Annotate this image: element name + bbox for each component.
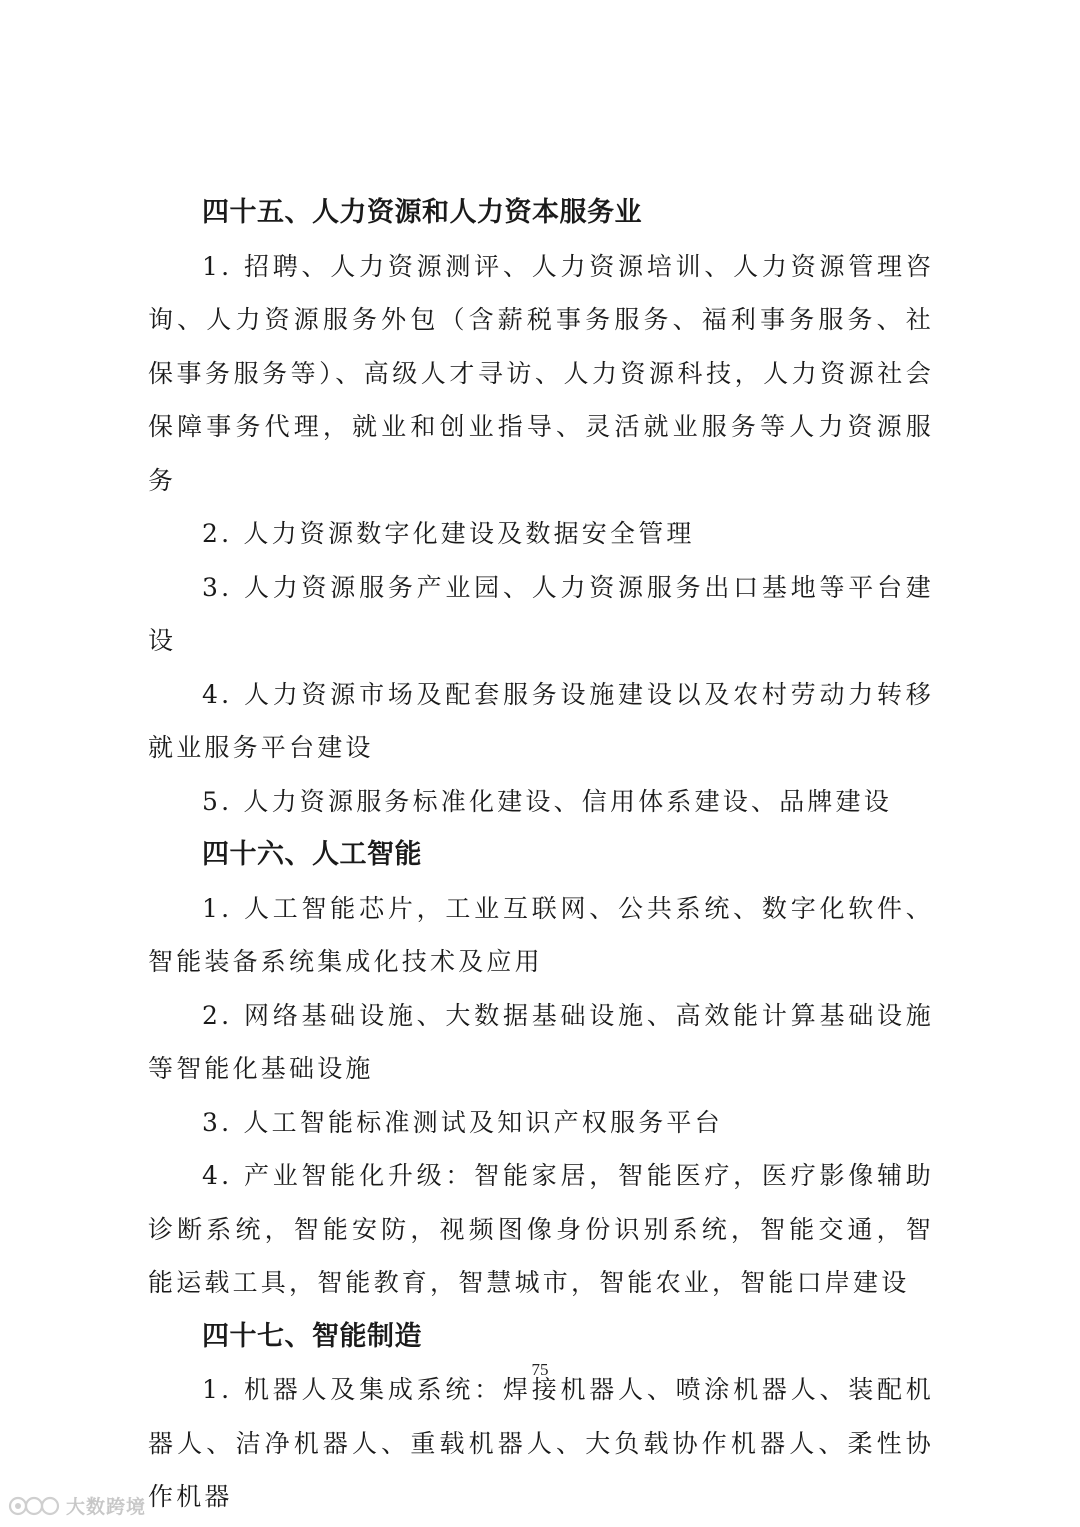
list-item: 4. 产业智能化升级：智能家居，智能医疗，医疗影像辅助诊断系统，智能安防，视频图像身份识别系统，智能交通，智能运载工具，智能教育，智慧城市，智能农业，智能口岸建设 <box>148 1161 934 1297</box>
list-item: 1. 人工智能芯片，工业互联网、公共系统、数字化软件、智能装备系统集成化技术及应用 <box>148 893 934 976</box>
document-body <box>148 186 934 1524</box>
list-item: 3. 人力资源服务产业园、人力资源服务出口基地等平台建设 <box>148 572 934 655</box>
page-number: 75 <box>531 1360 549 1379</box>
watermark <box>8 1490 146 1520</box>
list-item: 2. 人力资源数字化建设及数据安全管理 <box>202 519 695 548</box>
section-47 <box>148 1310 934 1524</box>
list-item: 4. 人力资源市场及配套服务设施建设以及农村劳动力转移就业服务平台建设 <box>148 679 934 762</box>
list-item: 3. 人工智能标准测试及知识产权服务平台 <box>202 1107 723 1137</box>
watermark-text: 大数跨境 <box>66 1495 147 1518</box>
brand-logo-icon <box>8 1493 62 1517</box>
section-heading: 四十六、人工智能 <box>202 839 422 870</box>
list-item: 5. 人力资源服务标准化建设、信用体系建设、品牌建设 <box>202 786 893 816</box>
section-46 <box>148 828 934 1310</box>
list-item: 1. 机器人及集成系统：焊接机器人、喷涂机器人、装配机器人、洁净机器人、重载机器人、大负载协作机器人、柔性协作机器 <box>148 1375 934 1511</box>
section-heading: 四十七、智能制造 <box>202 1320 422 1352</box>
section-heading: 四十五、人力资源和人力资本服务业 <box>202 197 642 228</box>
list-item: 2. 网络基础设施、大数据基础设施、高效能计算基础设施等智能化基础设施 <box>148 1000 934 1083</box>
list-item: 1. 招聘、人力资源测评、人力资源培训、人力资源管理咨询、人力资源服务外包（含薪税事务服务、福利事务服务、社保事务服务等）、高级人才寻访、人力资源科技，人力资源社会保障事务代理，就业和创业指导、灵活就业服务等人力资源服务 <box>148 251 934 495</box>
section-45 <box>148 186 934 828</box>
